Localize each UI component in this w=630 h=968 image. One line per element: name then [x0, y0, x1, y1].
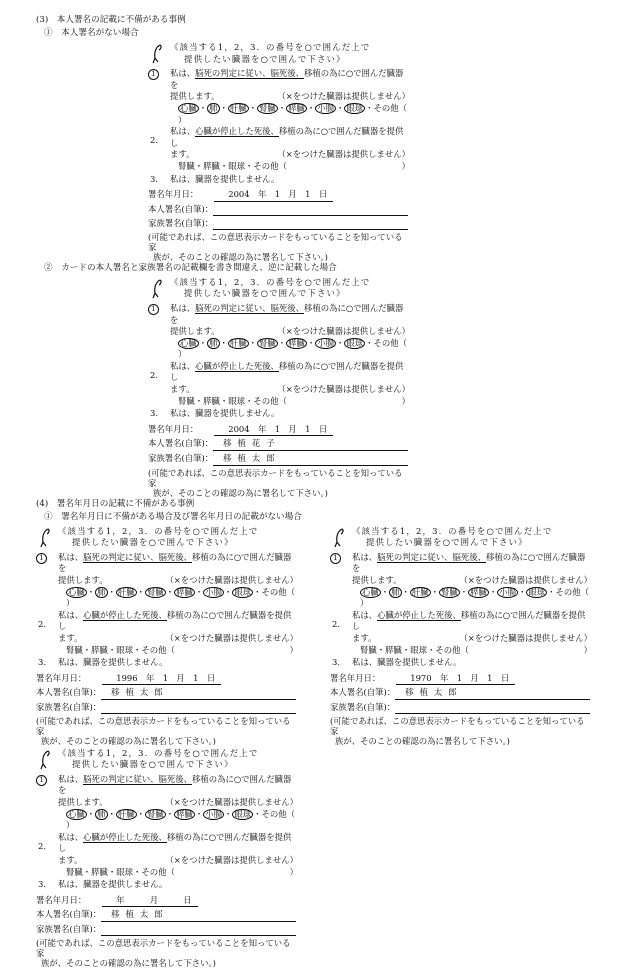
header-line-2: 提供したい臓器を○で囲んで下さい》	[72, 537, 234, 548]
option-2-number: 2.	[38, 840, 46, 851]
note-line-1: (可能であれば、この意思表示カードをもっていることを知っている家	[36, 937, 291, 958]
no-give-note: （×をつけた臓器は提供しません）	[277, 91, 410, 102]
option-2	[36, 832, 298, 878]
date-label: 署名年月日：	[36, 672, 87, 683]
no-give-note: （×をつけた臓器は提供しません）	[165, 854, 298, 865]
family-signature	[213, 218, 408, 230]
text: 提供します。	[170, 326, 220, 337]
option-3	[148, 408, 410, 420]
family-signature-field	[148, 453, 410, 466]
family-signature	[101, 924, 296, 936]
signature-date: 2004 年 1 月 1 日	[214, 189, 333, 202]
text: ます。	[58, 854, 83, 865]
close-paren: ）	[401, 395, 410, 406]
organ-option: 心臓	[362, 586, 379, 597]
organ-list	[170, 338, 410, 361]
underlined-text: 心臓が停止した死後、	[83, 831, 167, 842]
separator: ・	[136, 808, 145, 819]
family-signature-label: 家族署名(自筆)：	[330, 701, 396, 712]
option-1	[148, 303, 410, 361]
text: 私は、臓器を提供しません。	[170, 173, 280, 184]
no-give-note: （×をつけた臓器は提供しません）	[277, 149, 410, 160]
option-2-number: 2.	[150, 369, 158, 380]
self-signature-label: 本人署名(自筆)：	[148, 203, 214, 214]
organ-option: 眼球	[234, 808, 252, 819]
option-3	[330, 657, 592, 669]
signature-date-field	[36, 673, 298, 686]
organ-list	[58, 587, 298, 610]
self-signature-field	[36, 687, 298, 700]
organ-option: 膵臓	[288, 102, 305, 113]
family-signature-label: 家族署名(自筆)：	[148, 217, 214, 228]
underlined-text: 脳死の判定に従い、脳死後、	[195, 68, 304, 79]
section-3-case-2: ② カードの本人署名と家族署名の記載欄を書き間違え、逆に記載した場合	[44, 262, 337, 273]
no-give-note: （×をつけた臓器は提供しません）	[459, 632, 592, 643]
separator: ・	[194, 808, 204, 819]
separator: ・	[248, 337, 257, 348]
organ-option: 膵臓	[176, 808, 193, 819]
separator: ・	[336, 337, 345, 348]
option-3	[148, 174, 410, 186]
signature-date-field	[148, 189, 410, 202]
text: 移植の為に○で囲んだ臓器を	[352, 551, 586, 574]
signature-date-field	[36, 895, 298, 908]
underlined-text: 心臓が停止した死後、	[195, 126, 279, 137]
close-paren: ）	[401, 160, 410, 171]
organ-option: 小腸	[205, 586, 222, 597]
organ-option: 腎臓	[441, 586, 458, 597]
organ-option: 腎臓	[147, 586, 164, 597]
separator: ・	[277, 337, 287, 348]
option-2-number: 2.	[332, 618, 340, 629]
option-1-number: 1	[330, 553, 341, 564]
organ-option: 腎臓	[147, 808, 164, 819]
option-1	[148, 68, 410, 126]
date-label: 署名年月日：	[148, 423, 199, 434]
option-3-number: 3.	[332, 657, 340, 668]
pen-icon	[332, 528, 346, 548]
other-label: ・その他（	[365, 102, 407, 113]
organ-option: 腎臓	[259, 102, 276, 113]
separator: ・	[107, 586, 116, 597]
separator: ・	[224, 808, 233, 819]
no-give-note: （×をつけた臓器は提供しません）	[165, 575, 298, 585]
close-paren: ）	[360, 598, 369, 609]
organ-option: 肺	[209, 337, 218, 348]
header-line-2: 提供したい臓器を○で囲んで下さい》	[184, 288, 346, 299]
text: 私は、臓器を提供しません。	[58, 657, 168, 668]
option-1	[36, 774, 298, 832]
organ-list	[352, 587, 592, 610]
text: 私は、	[352, 551, 378, 562]
text: ます。	[170, 384, 195, 395]
note-line-1: (可能であれば、この意思表示カードをもっていることを知っている家	[36, 715, 291, 736]
underlined-text: 脳死の判定に従い、脳死後、	[83, 773, 192, 784]
self-signature-field	[330, 687, 592, 700]
option-1	[36, 552, 298, 610]
option-3-number: 3.	[38, 879, 46, 890]
header-line-1: 《該当する1，2，3．の番号を○で囲んだ上で	[170, 276, 371, 287]
organ-option: 膵臓	[470, 586, 487, 597]
separator: ・	[306, 102, 316, 113]
donor-card	[148, 277, 410, 498]
no-give-note: （×をつけた臓器は提供しません）	[277, 384, 410, 395]
organ-option: 肺	[97, 808, 106, 819]
separator: ・	[224, 586, 233, 597]
close-paren: ）	[289, 644, 298, 655]
text: 私は、臓器を提供しません。	[352, 657, 462, 668]
signature-date: 年 月 日	[102, 895, 197, 908]
no-give-note: （×をつけた臓器は提供しません）	[165, 632, 298, 643]
family-signature	[101, 702, 296, 714]
family-note	[148, 468, 410, 498]
close-paren: ）	[289, 866, 298, 877]
underlined-text: 心臓が停止した死後、	[195, 360, 279, 371]
note-line-2: 族が、そのことの確認の為に署名して下さい。)	[41, 957, 216, 968]
date-label: 署名年月日：	[148, 189, 199, 200]
text: 提供します。	[352, 575, 402, 585]
other-label: ・その他（	[365, 337, 407, 348]
text: 私は、	[58, 831, 84, 842]
self-signature-field	[148, 204, 410, 216]
section-4-case-1: ① 署名年月日に不備がある場合及び署名年月日の記載がない場合	[44, 511, 302, 522]
family-signature-label: 家族署名(自筆)：	[36, 923, 102, 934]
pen-icon	[150, 44, 164, 64]
donor-card	[36, 748, 298, 968]
self-signature: 移植太郎	[101, 687, 296, 700]
self-signature: 移植太郎	[101, 909, 296, 922]
text: 移植の為に○で囲んだ臓器を提供し	[352, 609, 586, 632]
donor-card	[330, 526, 592, 748]
organ-option: 眼球	[346, 102, 364, 113]
organ-option: 眼球	[528, 586, 546, 597]
no-give-note: （×をつけた臓器は提供しません）	[277, 326, 410, 337]
no-give-note: （×をつけた臓器は提供しません）	[459, 575, 592, 585]
other-label: ・その他（	[253, 808, 295, 819]
no-give-note: （×をつけた臓器は提供しません）	[165, 797, 298, 807]
separator: ・	[336, 102, 345, 113]
text: 提供します。	[170, 91, 220, 102]
card-header	[36, 748, 298, 771]
organ-option: 肝臓	[117, 586, 135, 597]
organ-option: 肝臓	[229, 337, 247, 348]
text: 私は、	[170, 360, 196, 371]
option-2-number: 2.	[38, 618, 46, 629]
separator: ・	[248, 102, 257, 113]
separator: ・	[198, 337, 208, 348]
self-signature-label: 本人署名(自筆)：	[330, 687, 396, 698]
close-paren: ）	[178, 114, 187, 125]
text: 私は、	[58, 609, 84, 620]
note-line-2: 族が、そのことの確認の為に署名して下さい。)	[335, 735, 510, 746]
other-label: ・その他（	[253, 586, 295, 597]
option-3-number: 3.	[150, 173, 158, 184]
header-line-2: 提供したい臓器を○で囲んで下さい》	[366, 537, 528, 548]
text: 移植の為に○で囲んだ臓器を	[58, 551, 292, 574]
organ-option: 膵臓	[288, 337, 305, 348]
option-1	[330, 552, 592, 610]
section-3-title: (3) 本人署名の記載に不備がある事例	[36, 15, 186, 25]
organ-option: 小腸	[317, 337, 334, 348]
separator: ・	[165, 586, 175, 597]
text: ます。	[352, 632, 377, 643]
header-line-1: 《該当する1，2，3．の番号を○で囲んだ上で	[352, 525, 553, 536]
option-3-number: 3.	[38, 657, 46, 668]
option-3-number: 3.	[150, 408, 158, 419]
organ-list-text: 腎臓・膵臓・眼球・その他（	[66, 866, 175, 877]
organ-option: 肺	[391, 586, 400, 597]
self-signature-label: 本人署名(自筆)：	[36, 909, 102, 920]
text: 私は、臓器を提供しません。	[58, 879, 168, 890]
text: 私は、	[352, 609, 378, 620]
self-signature: 移植太郎	[395, 687, 590, 700]
organ-option: 腎臓	[259, 337, 276, 348]
option-1-number: 1	[148, 304, 159, 315]
organ-list-text: 腎臓・膵臓・眼球・その他（	[178, 395, 287, 406]
signature-date-field	[148, 424, 410, 437]
header-line-1: 《該当する1，2，3．の番号を○で囲んだ上で	[58, 747, 259, 758]
header-line-2: 提供したい臓器を○で囲んで下さい》	[72, 759, 234, 770]
text: 私は、	[58, 551, 84, 562]
signature-date: 2004 年 1 月 1 日	[214, 424, 333, 437]
separator: ・	[518, 586, 527, 597]
organ-option: 肺	[97, 586, 106, 597]
organ-list	[170, 103, 410, 126]
family-note	[148, 232, 410, 262]
date-label: 署名年月日：	[36, 894, 87, 905]
signature-date-field	[330, 673, 592, 686]
separator: ・	[306, 337, 316, 348]
separator: ・	[401, 586, 410, 597]
text: 移植の為に○で囲んだ臓器を提供し	[58, 609, 292, 632]
text: 提供します。	[58, 575, 108, 585]
separator: ・	[277, 102, 287, 113]
text: 移植の為に○で囲んだ臓器を提供し	[170, 360, 404, 383]
card-header	[36, 526, 298, 549]
separator: ・	[219, 102, 228, 113]
text: 私は、	[58, 773, 84, 784]
separator: ・	[86, 586, 96, 597]
self-signature-field	[36, 909, 298, 922]
underlined-text: 脳死の判定に従い、脳死後、	[377, 551, 486, 562]
close-paren: ）	[178, 349, 187, 360]
family-note	[330, 716, 592, 746]
date-label: 署名年月日：	[330, 672, 381, 683]
organ-list-text: 腎臓・膵臓・眼球・その他（	[66, 644, 175, 655]
header-line-2: 提供したい臓器を○で囲んで下さい》	[184, 53, 346, 64]
note-line-1: (可能であれば、この意思表示カードをもっていることを知っている家	[148, 231, 403, 252]
header-line-1: 《該当する1，2，3．の番号を○で囲んだ上で	[170, 42, 371, 52]
option-1-number: 1	[36, 553, 47, 564]
option-3	[36, 657, 298, 669]
note-line-2: 族が、そのことの確認の為に署名して下さい。)	[153, 251, 328, 262]
donor-card	[36, 526, 298, 748]
text: 私は、臓器を提供しません。	[170, 408, 280, 419]
pen-icon	[38, 528, 52, 548]
text: ます。	[170, 149, 195, 160]
option-2	[148, 126, 410, 172]
option-2	[148, 361, 410, 407]
underlined-text: 心臓が停止した死後、	[83, 609, 167, 620]
organ-option: 肝臓	[411, 586, 429, 597]
self-signature-label: 本人署名(自筆)：	[148, 438, 214, 449]
text: 移植の為に○で囲んだ臓器を	[170, 68, 404, 90]
family-signature-label: 家族署名(自筆)：	[148, 453, 214, 464]
self-signature: 移植花子	[213, 438, 408, 451]
separator: ・	[430, 586, 439, 597]
option-2	[330, 610, 592, 656]
family-signature-field	[330, 702, 592, 714]
organ-option: 小腸	[205, 808, 222, 819]
organ-option: 小腸	[499, 586, 516, 597]
family-signature-field	[36, 924, 298, 936]
self-signature	[213, 204, 408, 216]
family-signature	[395, 702, 590, 714]
organ-list-text: 腎臓・膵臓・眼球・その他（	[360, 644, 469, 655]
organ-option: 心臓	[68, 586, 85, 597]
donor-card	[148, 42, 410, 262]
signature-date: 1970 年 1 月 1 日	[396, 673, 515, 686]
signature-date: 1996 年 1 月 1 日	[102, 673, 221, 686]
text: 提供します。	[58, 797, 108, 807]
organ-list-text: 腎臓・膵臓・眼球・その他（	[178, 160, 287, 171]
text: 移植の為に○で囲んだ臓器を提供し	[58, 831, 292, 854]
separator: ・	[107, 808, 116, 819]
note-line-1: (可能であれば、この意思表示カードをもっていることを知っている家	[330, 715, 585, 736]
self-signature-field	[148, 438, 410, 451]
text: 私は、	[170, 126, 196, 137]
card-header	[148, 42, 410, 65]
text: 移植の為に○で囲んだ臓器を	[170, 302, 404, 325]
organ-option: 肝臓	[117, 808, 135, 819]
separator: ・	[219, 337, 228, 348]
separator: ・	[136, 586, 145, 597]
close-paren: ）	[66, 820, 75, 831]
card-header	[148, 277, 410, 300]
option-2	[36, 610, 298, 656]
card-header	[330, 526, 592, 549]
text: 私は、	[170, 302, 196, 313]
option-3	[36, 879, 298, 891]
organ-list	[58, 809, 298, 832]
text: 私は、	[170, 68, 196, 79]
organ-option: 心臓	[180, 337, 197, 348]
separator: ・	[488, 586, 498, 597]
organ-option: 肝臓	[229, 102, 247, 113]
header-line-1: 《該当する1，2，3．の番号を○で囲んだ上で	[58, 525, 259, 536]
text: ます。	[58, 632, 83, 643]
organ-option: 眼球	[346, 337, 364, 348]
family-signature: 移植太郎	[213, 453, 408, 466]
option-1-number: 1	[148, 69, 159, 80]
family-note	[36, 938, 298, 968]
pen-icon	[150, 279, 164, 299]
underlined-text: 脳死の判定に従い、脳死後、	[195, 302, 304, 313]
organ-option: 肺	[209, 102, 218, 113]
option-2-number: 2.	[150, 135, 158, 146]
organ-option: 心臓	[180, 102, 197, 113]
section-3-case-1: ① 本人署名がない場合	[44, 28, 139, 38]
note-line-2: 族が、そのことの確認の為に署名して下さい。)	[153, 487, 328, 498]
close-paren: ）	[583, 644, 592, 655]
self-signature-label: 本人署名(自筆)：	[36, 687, 102, 698]
separator: ・	[459, 586, 469, 597]
separator: ・	[86, 808, 96, 819]
underlined-text: 心臓が停止した死後、	[377, 609, 461, 620]
text: 移植の為に○で囲んだ臓器を	[58, 773, 292, 796]
separator: ・	[165, 808, 175, 819]
organ-option: 膵臓	[176, 586, 193, 597]
text: 移植の為に○で囲んだ臓器を提供し	[170, 126, 404, 148]
family-signature-field	[36, 702, 298, 714]
separator: ・	[198, 102, 208, 113]
organ-option: 心臓	[68, 808, 85, 819]
underlined-text: 脳死の判定に従い、脳死後、	[83, 551, 192, 562]
section-4-title: (4) 署名年月日の記載に不備がある事例	[36, 498, 195, 509]
separator: ・	[380, 586, 390, 597]
other-label: ・その他（	[547, 586, 589, 597]
option-1-number: 1	[36, 775, 47, 786]
family-signature-label: 家族署名(自筆)：	[36, 701, 102, 712]
family-signature-field	[148, 218, 410, 230]
note-line-2: 族が、そのことの確認の為に署名して下さい。)	[41, 735, 216, 746]
separator: ・	[194, 586, 204, 597]
organ-option: 眼球	[234, 586, 252, 597]
close-paren: ）	[66, 598, 75, 609]
family-note	[36, 716, 298, 746]
organ-option: 小腸	[317, 102, 334, 113]
note-line-1: (可能であれば、この意思表示カードをもっていることを知っている家	[148, 467, 403, 488]
pen-icon	[38, 750, 52, 770]
